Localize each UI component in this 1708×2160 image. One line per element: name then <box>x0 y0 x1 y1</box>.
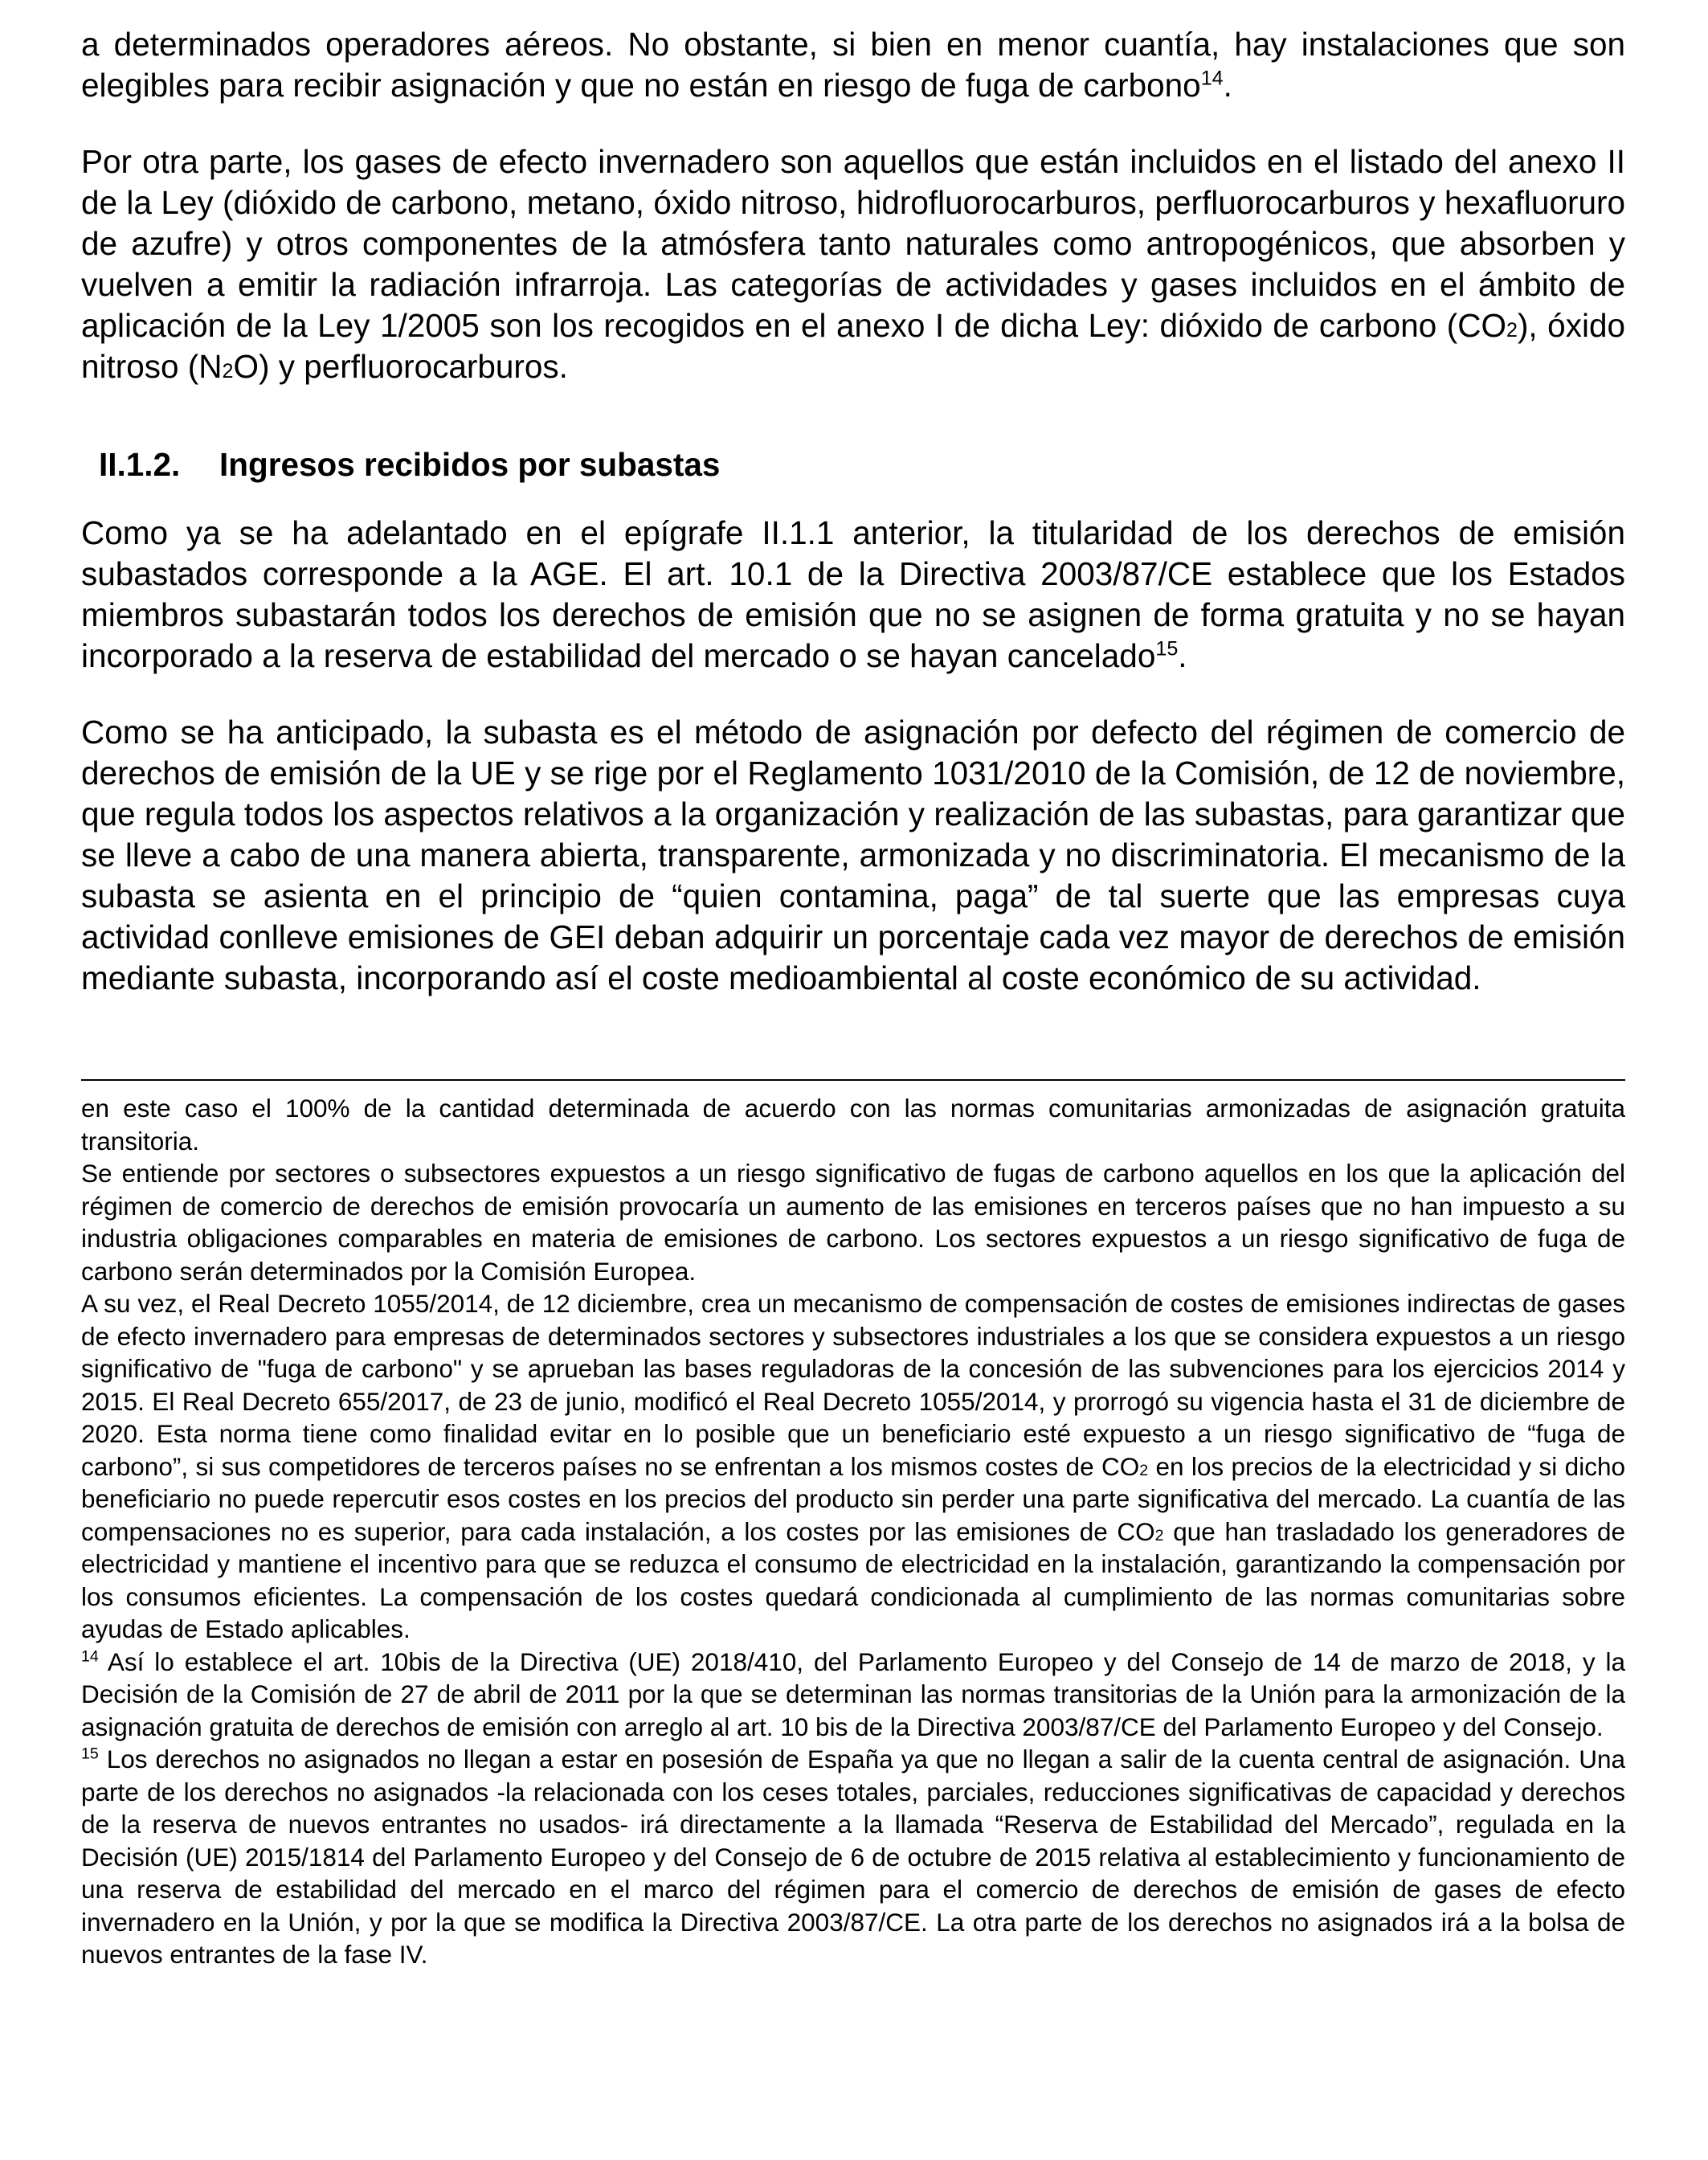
footnote-ref-14[interactable]: 14 <box>1200 67 1224 90</box>
footnote-15 <box>81 1743 1625 1971</box>
paragraph-operadores <box>81 24 1625 106</box>
subscript: 2 <box>1154 1526 1164 1544</box>
footnote-separator <box>81 1079 1625 1081</box>
footnote-ref-15[interactable]: 15 <box>1155 637 1179 661</box>
section-body-text <box>81 513 1625 999</box>
paragraph-text: O) y perfluorocarburos. <box>233 348 568 385</box>
footnote-text: que han trasladado los generadores de electricidad y mantiene el incentivo para que se reduzca el consumo de electricidad en la instalación, garantizando la compensación por los consumos eficientes. La compensación de los costes quedará condicionada al cumplimiento de las normas comunitarias sobre ayudas de Estado aplicables. <box>81 1516 1625 1643</box>
section-title: Ingresos recibidos por subastas <box>219 446 721 483</box>
section-number: II.1.2. <box>99 446 181 483</box>
paragraph-text-end: . <box>1223 67 1232 104</box>
footnote-marker: 15 <box>81 1745 99 1763</box>
footnote-text: en los precios de la electricidad y si dicho beneficiario no puede repercutir esos costes en los precios del producto sin perder una parte significativa del mercado. La cuantía de las compensaciones no es superior, para cada instalación, a los costes por las emisiones de CO <box>81 1451 1625 1546</box>
paragraph-text: Como ya se ha adelantado en el epígrafe II.1.1 anterior, la titularidad de los derechos de emisión subastados corresponde a la AGE. El art. 10.1 de la Directiva 2003/87/CE establece que los Estados miembros subastarán todos los derechos de emisión que no se asignen de forma gratuita y no se hayan incorporado a la reserva de estabilidad del mercado o se hayan cancelado <box>81 514 1625 674</box>
footnote-text: A su vez, el Real Decreto 1055/2014, de 12 diciembre, crea un mecanismo de compensación de costes de emisiones indirectas de gases de efecto invernadero para empresas de determinados sectores y subsectores industriales a los que se considera expuestos a un riesgo significativo de "fuga de carbono" y se aprueban las bases reguladoras de la concesión de las subvenciones para los ejercicios 2014 y 2015. El Real Decreto 655/2017, de 23 de junio, modificó el Real Decreto 1055/2014, y prorrogó su vigencia hasta el 31 de diciembre de 2020. Esta norma tiene como finalidad evitar en lo posible que un beneficiario esté expuesto a un riesgo significativo de “fuga de carbono”, si sus competidores de terceros países no se enfrentan a los mismos costes de CO <box>81 1289 1625 1481</box>
paragraph-text: ), óxido nitroso (N <box>81 307 1625 385</box>
footnote-continuation-sectores: Se entiende por sectores o subsectores expuestos a un riesgo significativo de fugas de carbono aquellos en los que la aplicación del régimen de comercio de derechos de emisión provocaría un aumento de las emisiones en terceros países que no han impuesto a su industria obligaciones comparables en materia de emisiones de carbono. Los sectores expuestos a un riesgo significativo de fuga de carbono serán determinados por la Comisión Europea. <box>81 1159 1625 1286</box>
footnote-text: Así lo establece el art. 10bis de la Directiva (UE) 2018/410, del Parlamento Europeo y del Consejo de 14 de marzo de 2018, y la Decisión de la Comisión de 27 de abril de 2011 por la que se determinan las normas transitorias de la Unión para la armonización de la asignación gratuita de derechos de emisión con arreglo al art. 10 bis de la Directiva 2003/87/CE del Parlamento Europeo y del Consejo. <box>81 1647 1625 1741</box>
footnote-continuation: en este caso el 100% de la cantidad determinada de acuerdo con las normas comunitarias armonizadas de asignación gratuita transitoria. <box>81 1094 1625 1156</box>
paragraph-text-end: . <box>1178 637 1187 674</box>
subscript: 2 <box>222 360 234 382</box>
footnote-marker: 14 <box>81 1647 99 1665</box>
section-heading <box>99 444 1625 485</box>
paragraph-titularidad <box>81 513 1625 677</box>
paragraph-text: Por otra parte, los gases de efecto invernadero son aquellos que están incluidos en el listado del anexo II de la Ley (dióxido de carbono, metano, óxido nitroso, hidrofluorocarburos, perfluorocarburos y hexafluoruro de azufre) y otros componentes de la atmósfera tanto naturales como antropogénicos, que absorben y vuelven a emitir la radiación infrarroja. Las categorías de actividades y gases incluidos en el ámbito de aplicación de la Ley 1/2005 son los recogidos en el anexo I de dicha Ley: dióxido de carbono (CO <box>81 143 1625 344</box>
footnote-14 <box>81 1646 1625 1744</box>
paragraph-gases <box>81 141 1625 387</box>
subscript: 2 <box>1139 1461 1149 1479</box>
footnotes <box>81 1092 1625 1971</box>
paragraph-subasta: Como se ha anticipado, la subasta es el método de asignación por defecto del régimen de comercio de derechos de emisión de la UE y se rige por el Reglamento 1031/2010 de la Comisión, de 12 de noviembre, que regula todos los aspectos relativos a la organización y realización de las subastas, para garantizar que se lleve a cabo de una manera abierta, transparente, armonizada y no discriminatoria. El mecanismo de la subasta se asienta en el principio de “quien contamina, paga” de tal suerte que las empresas cuya actividad conlleve emisiones de GEI deban adquirir un porcentaje cada vez mayor de derechos de emisión mediante subasta, incorporando así el coste medioambiental al coste económico de su actividad. <box>81 714 1625 996</box>
footnote-continuation-real-decreto <box>81 1287 1625 1646</box>
top-body-text <box>81 24 1625 387</box>
paragraph-text: a determinados operadores aéreos. No obstante, si bien en menor cuantía, hay instalaciones que son elegibles para recibir asignación y que no están en riesgo de fuga de carbono <box>81 26 1625 104</box>
footnote-text: Los derechos no asignados no llegan a estar en posesión de España ya que no llegan a salir de la cuenta central de asignación. Una parte de los derechos no asignados -la relacionada con los ceses totales, parciales, reducciones significativas de capacidad y derechos de la reserva de nuevos entrantes no usados- irá directamente a la llamada “Reserva de Estabilidad del Mercado”, regulada en la Decisión (UE) 2015/1814 del Parlamento Europeo y del Consejo de 6 de octubre de 2015 relativa al establecimiento y funcionamiento de una reserva de estabilidad del mercado en el marco del régimen para el comercio de derechos de emisión de gases de efecto invernadero en la Unión, y por la que se modifica la Directiva 2003/87/CE. La otra parte de los derechos no asignados irá a la bolsa de nuevos entrantes de la fase IV. <box>81 1745 1625 1969</box>
subscript: 2 <box>1506 319 1518 342</box>
document-page <box>81 24 1625 1971</box>
